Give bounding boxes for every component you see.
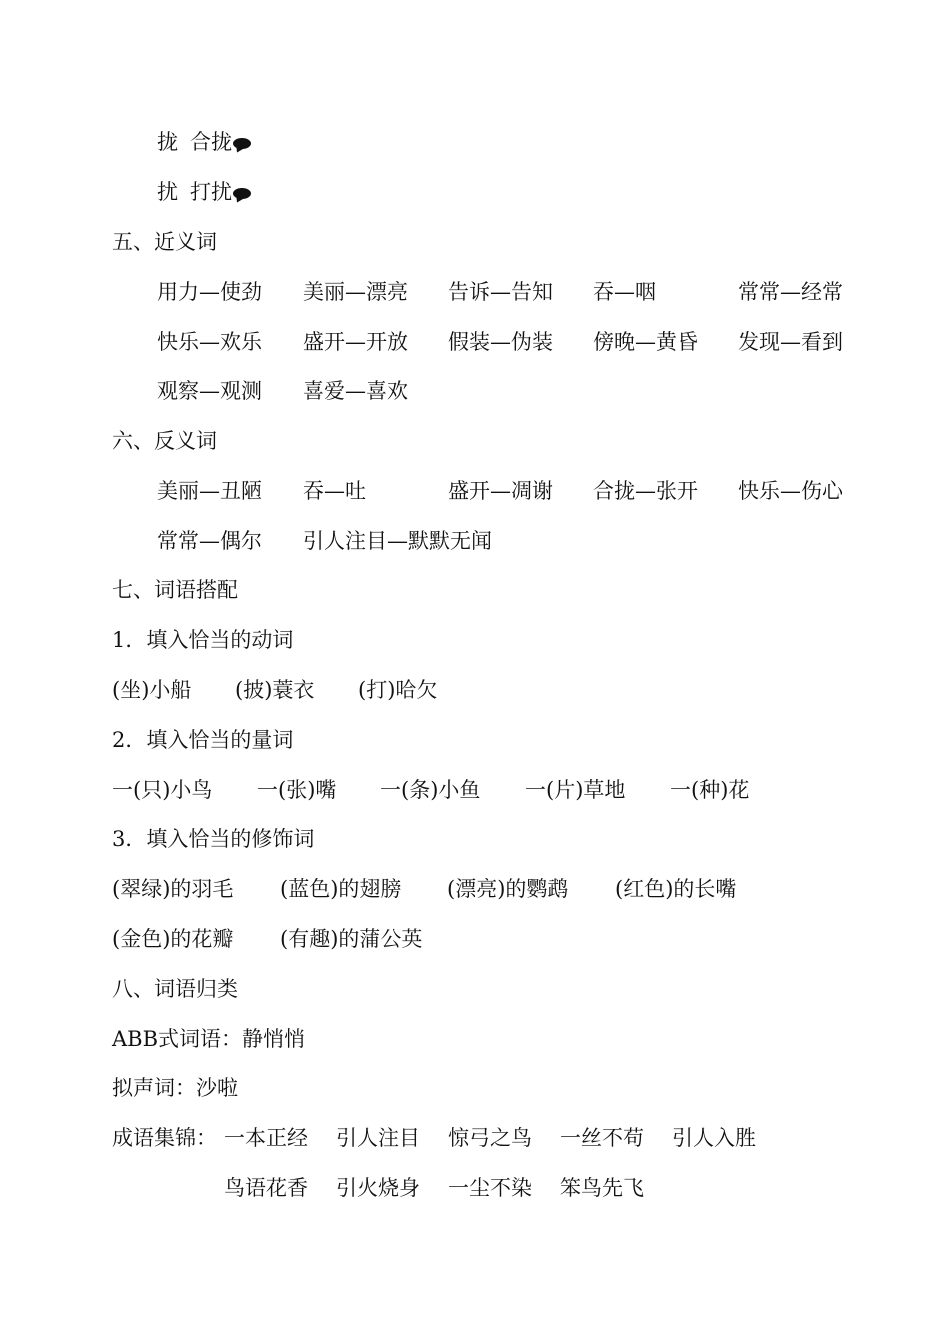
synonym-pair: 傍晚—黄昏 (593, 330, 698, 354)
synonym-pair: 盛开—开放 (303, 330, 408, 354)
measure-phrase: 一(张)嘴 (257, 778, 337, 802)
measures-title: 2．填入恰当的量词 (112, 728, 294, 752)
measure-phrase: 一(条)小鱼 (380, 778, 481, 802)
synonym-pair: 常常—经常 (738, 280, 843, 304)
modifier-phrase: (蓝色)的翅膀 (280, 877, 402, 901)
word-he-long: 合拢 (190, 130, 232, 154)
idiom: 一尘不染 (448, 1176, 532, 1200)
onomatopoeia-label: 拟声词： (112, 1076, 196, 1100)
word-he-long-group (190, 122, 251, 162)
synonym-pair: 喜爱—喜欢 (303, 379, 408, 403)
antonym-pair: 引人注目—默默无闻 (303, 529, 492, 553)
measure-phrase: 一(片)草地 (525, 778, 626, 802)
verb-phrase: (披)蓑衣 (235, 678, 315, 702)
char-rao: 扰 (157, 180, 178, 204)
word-da-rao-group (190, 172, 251, 212)
measure-phrase: 一(种)花 (670, 778, 750, 802)
idioms-label: 成语集锦： (112, 1126, 217, 1150)
modifiers-title: 3．填入恰当的修饰词 (112, 827, 315, 851)
synonym-pair: 快乐—欢乐 (157, 330, 262, 354)
synonym-pair: 发现—看到 (738, 330, 843, 354)
abb-label: ABB式词语： (112, 1027, 243, 1051)
idiom: 引人注目 (336, 1126, 420, 1150)
modifier-phrase: (有趣)的蒲公英 (280, 927, 423, 951)
synonym-pair: 告诉—告知 (448, 280, 553, 304)
abb-words: 静悄悄 (242, 1027, 306, 1051)
abb-line (112, 1019, 305, 1059)
idiom: 引人入胜 (672, 1126, 756, 1150)
verbs-title: 1．填入恰当的动词 (112, 628, 294, 652)
antonym-pair: 吞—吐 (303, 479, 366, 503)
synonym-pair: 假装—伪装 (448, 330, 553, 354)
antonym-pair: 常常—偶尔 (157, 529, 262, 553)
idiom: 引火烧身 (336, 1176, 420, 1200)
word-da-rao: 打扰 (190, 180, 232, 204)
antonym-pair: 合拢—张开 (593, 479, 698, 503)
onomatopoeia-line (112, 1068, 238, 1108)
idiom: 一本正经 (224, 1126, 308, 1150)
idiom: 惊弓之鸟 (448, 1126, 532, 1150)
collocation-heading: 七、词语搭配 (112, 578, 238, 602)
verb-phrase: (打)哈欠 (358, 678, 438, 702)
classification-heading: 八、词语归类 (112, 977, 238, 1001)
verb-phrase: (坐)小船 (112, 678, 192, 702)
char-long: 拢 (157, 130, 178, 154)
synonyms-heading: 五、近义词 (112, 230, 217, 254)
speech-bubble-icon (233, 138, 251, 149)
modifier-phrase: (红色)的长嘴 (615, 877, 737, 901)
idiom: 一丝不苟 (560, 1126, 644, 1150)
synonym-pair: 用力—使劲 (157, 280, 262, 304)
antonym-pair: 美丽—丑陋 (157, 479, 262, 503)
modifier-phrase: (金色)的花瓣 (112, 927, 234, 951)
synonym-pair: 观察—观测 (157, 379, 262, 403)
measure-phrase: 一(只)小鸟 (112, 778, 213, 802)
onomatopoeia-words: 沙啦 (196, 1076, 238, 1100)
antonyms-heading: 六、反义词 (112, 429, 217, 453)
antonym-pair: 盛开—凋谢 (448, 479, 553, 503)
modifier-phrase: (翠绿)的羽毛 (112, 877, 234, 901)
antonym-pair: 快乐—伤心 (738, 479, 843, 503)
idiom: 鸟语花香 (224, 1176, 308, 1200)
synonym-pair: 美丽—漂亮 (303, 280, 408, 304)
speech-bubble-icon (233, 188, 251, 199)
synonym-pair: 吞—咽 (593, 280, 656, 304)
modifier-phrase: (漂亮)的鹦鹉 (447, 877, 569, 901)
idiom: 笨鸟先飞 (560, 1176, 644, 1200)
